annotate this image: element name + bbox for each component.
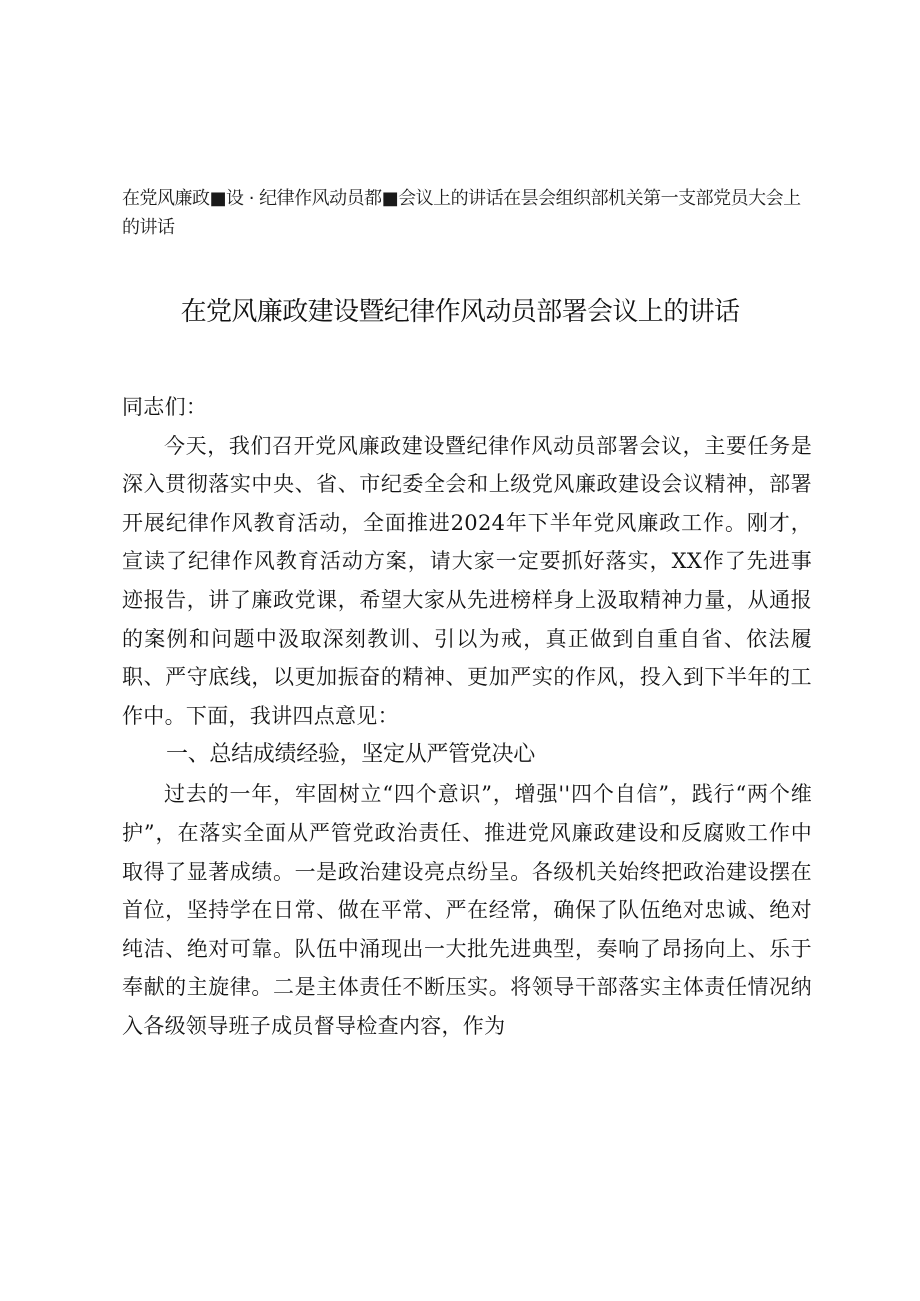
document-title: 在党风廉政建设暨纪律作风动员部署会议上的讲话 <box>180 297 740 327</box>
section-heading-1: 一、总结成绩经验，坚定从严管党决心 <box>166 742 535 768</box>
paragraph-opening: 今天，我们召开党风廉政建设暨纪律作风动员部署会议，主要任务是深入贯彻落实中央、省、市纪委全会和上级党风廉政建设会议精神，部署开展纪律作风教育活动，全面推进2024年下半年党风廉政工作。刚才，宣读了纪律作风教育活动方案，请大家一定要抓好落实，XX作了先进事迹报告，讲了廉政党课，希望大家从先进榜样身上汲取精神力量，从通报的案例和问题中汲取深刻教训、引以为戒，真正做到自重自省、依法履职、严守底线，以更加振奋的精神、更加严实的作风，投入到下半年的工作中。下面，我讲四点意见： <box>122 433 812 728</box>
salutation: 同志们： <box>122 395 208 419</box>
document-header-line: 在党风廉政■设 · 纪律作风动员都■会议上的讲话在昙会组织部机关第一支部党员大会上的讲话 <box>122 188 801 238</box>
document-body <box>122 388 812 1046</box>
paragraph-section-1: 过去的一年，牢固树立“四个意识”，增强''四个自信”，践行“两个维护”，在落实全面从严管党政治责任、推进党风廉政建设和反腐败工作中取得了显著成绩。一是政治建设亮点纷呈。各级机关始终把政治建设摆在首位，坚持学在日常、做在平常、严在经常，确保了队伍绝对忠诚、绝对纯洁、绝对可靠。队伍中涌现出一大批先进典型，奏响了昂扬向上、乐于奉献的主旋律。二是主体责任不断压实。将领导干部落实主体责任情况纳入各级领导班子成员督导检查内容，作为 <box>122 782 812 1038</box>
